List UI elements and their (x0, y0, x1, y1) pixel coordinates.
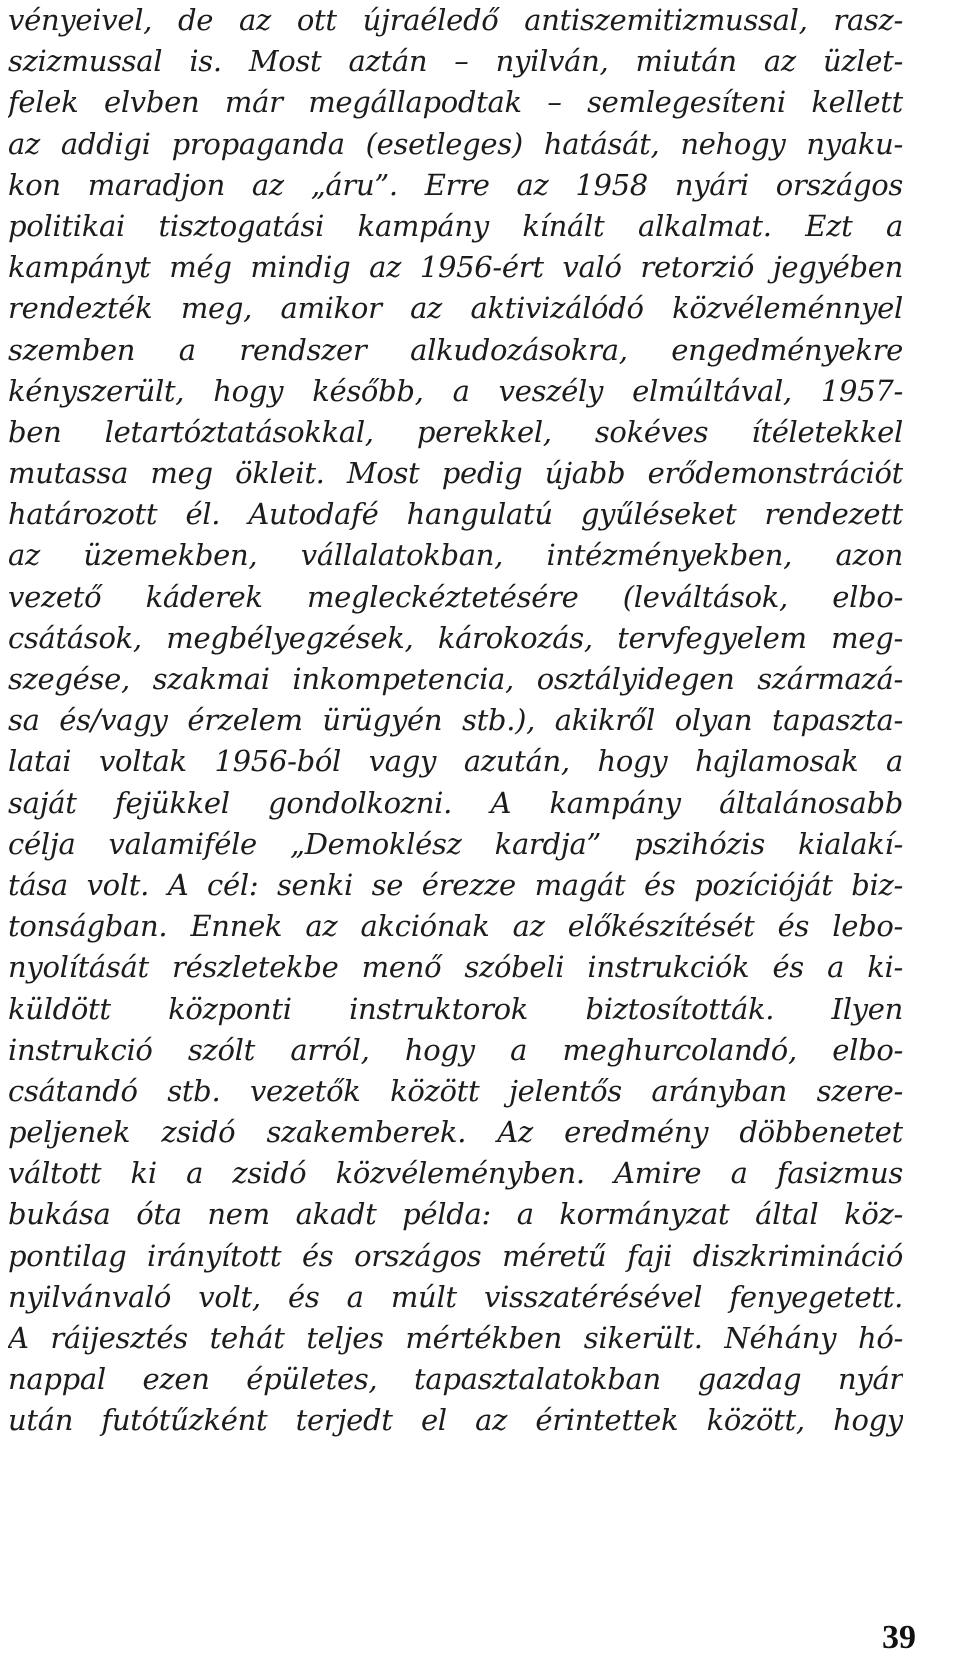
text-line: küldött központi instruktorok biztosították. Ilyen (8, 991, 903, 1026)
text-line: nappal ezen épületes, tapasztalatokban gazdag nyár (8, 1362, 903, 1397)
text-line: latai voltak 1956-ból vagy azután, hogy hajlamosak a (8, 744, 903, 779)
text-line: kon maradjon az „áru”. Erre az 1958 nyári országos (8, 167, 903, 202)
text-line: váltott ki a zsidó közvéleményben. Amire a fasizmus (8, 1156, 903, 1191)
text-line: szizmussal is. Most aztán – nyilván, miután az üzlet- (8, 44, 903, 79)
text-line: tása volt. A cél: senki se érezze magát és pozícióját biz- (8, 867, 903, 902)
text-line: szegése, szakmai inkompetencia, osztályidegen származá- (8, 662, 903, 696)
text-line: pontilag irányított és országos méretű faji diszkrimináció (8, 1238, 903, 1273)
text-line: célja valamiféle „Demoklész kardja” pszihózis kialakí- (8, 826, 903, 861)
text-line: sa és/vagy érzelem ürügyén stb.), akikről olyan tapaszta- (8, 703, 903, 738)
text-line: vezető káderek megleckéztetésére (leváltások, elbo- (8, 579, 903, 614)
page-number: 39 (882, 1619, 916, 1656)
text-line: nyilvánvaló volt, és a múlt visszatérésével fenyegetett. (8, 1279, 903, 1314)
text-line: tonságban. Ennek az akciónak az előkészítését és lebo- (8, 909, 903, 944)
text-line: csátások, megbélyegzések, károkozás, tervfegyelem meg- (8, 620, 903, 655)
text-line: saját fejükkel gondolkozni. A kampány általánosabb (8, 785, 903, 820)
text-line: bukása óta nem akadt példa: a kormányzat által köz- (8, 1197, 903, 1232)
text-line: vényeivel, de az ott újraéledő antiszemitizmussal, rasz- (8, 3, 903, 37)
text-line: nyolítását részletekbe menő szóbeli instrukciók és a ki- (8, 950, 903, 985)
text-line: instrukció szólt arról, hogy a meghurcolandó, elbo- (8, 1032, 903, 1067)
text-line: kampányt még mindig az 1956-ért való retorzió jegyében (8, 250, 903, 285)
text-line: peljenek zsidó szakemberek. Az eredmény döbbenetet (8, 1115, 903, 1150)
text-line: az addigi propaganda (esetleges) hatását, nehogy nyaku- (8, 126, 903, 161)
text-line: rendezték meg, amikor az aktivizálódó közvéleménnyel (8, 291, 903, 326)
text-line: mutassa meg ökleit. Most pedig újabb erődemonstrációt (8, 456, 903, 491)
text-line: felek elvben már megállapodtak – semlegesíteni kellett (8, 85, 903, 120)
text-line: után futótűzként terjedt el az érintettek között, hogy (8, 1403, 903, 1438)
text-line: az üzemekben, vállalatokban, intézményekben, azon (8, 538, 903, 573)
body-text (8, 0, 903, 1442)
text-line: kényszerült, hogy később, a veszély elmúltával, 1957- (8, 373, 903, 408)
text-line: A ráijesztés tehát teljes mértékben sikerült. Néhány hó- (8, 1321, 903, 1355)
text-line: szemben a rendszer alkudozásokra, engedményekre (8, 332, 903, 367)
text-line: politikai tisztogatási kampány kínált alkalmat. Ezt a (8, 208, 903, 243)
text-line: határozott él. Autodafé hangulatú gyűléseket rendezett (8, 497, 903, 532)
text-line: csátandó stb. vezetők között jelentős arányban szere- (8, 1073, 903, 1108)
text-line: ben letartóztatásokkal, perekkel, sokéves ítéletekkel (8, 414, 903, 449)
